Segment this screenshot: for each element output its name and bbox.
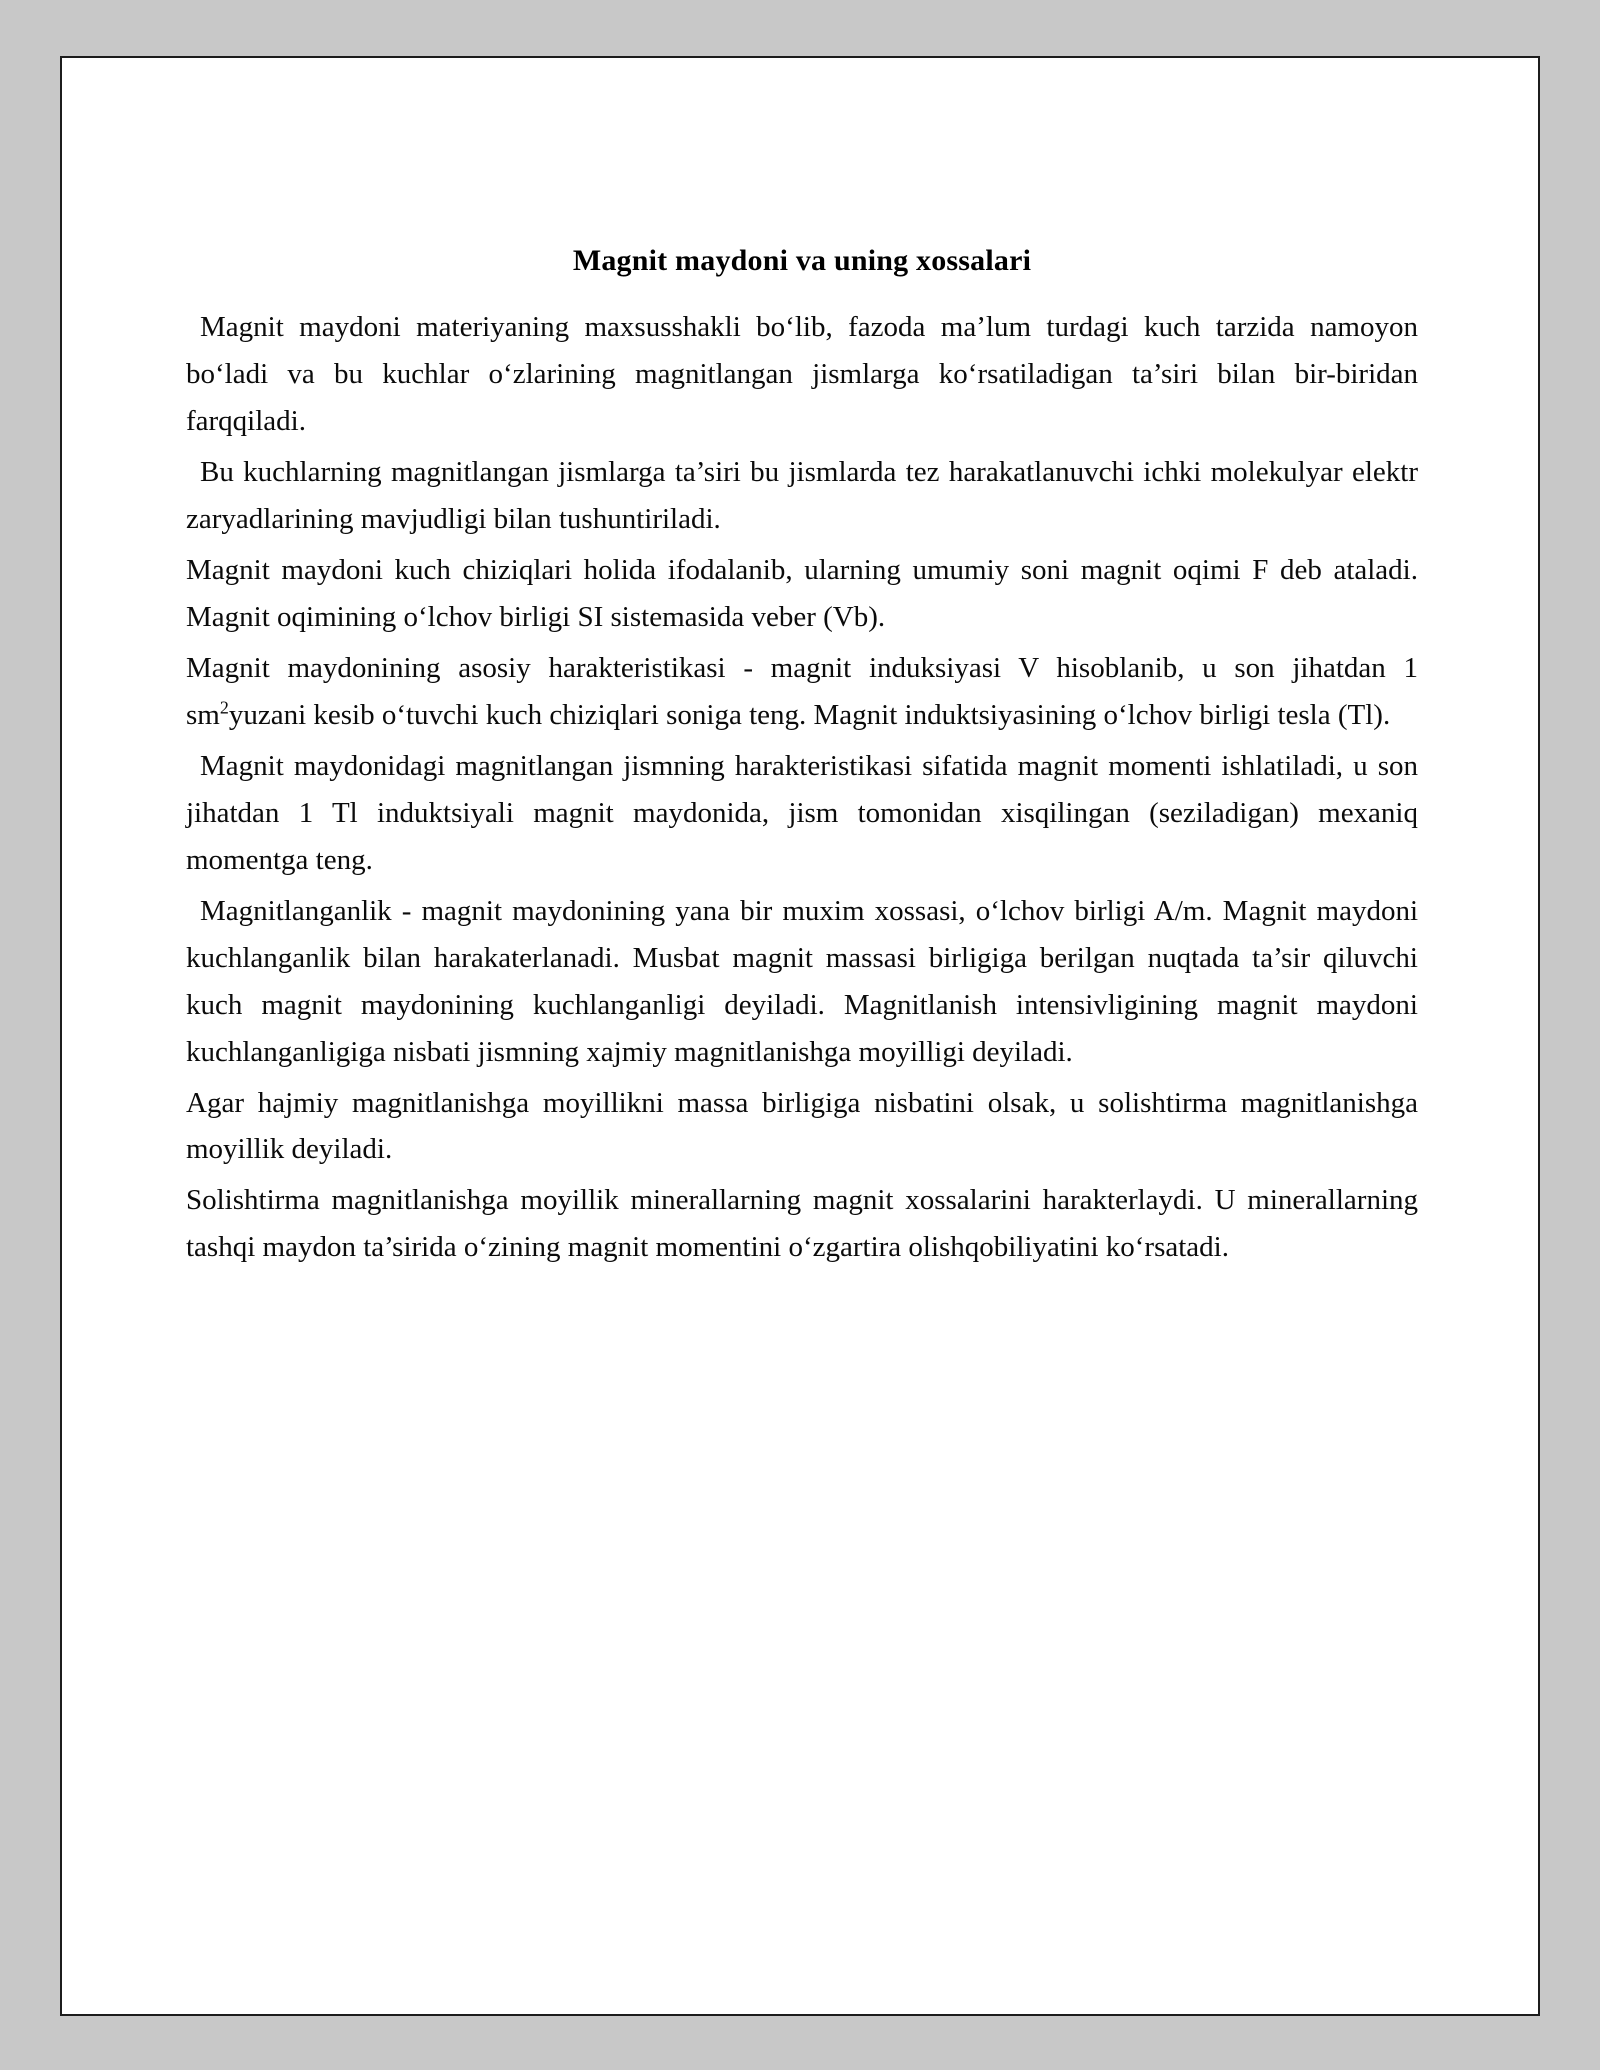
page-margin-right xyxy=(1540,0,1600,2070)
paragraph-4-text-before-superscript: Magnit maydonining asosiy harakteristikasi - magnit induksiyasi V hisoblanib, u son jihatdan 1 sm xyxy=(186,651,1418,731)
paragraph-6: Magnitlanganlik - magnit maydonining yana bir muxim xossasi, o‘lchov birligi A/m. Magnit maydoni kuchlanganlik bilan harakaterlanadi. Musbat magnit massasi birligiga berilgan nuqtada ta’sir qiluvchi kuch magnit maydonining kuchlanganligi deyiladi. Magnitlanish intensivligining magnit maydoni kuchlanganligiga nisbati jismning xajmiy magnitlanishga moyilligi deyiladi. xyxy=(186,894,1418,1068)
paragraph-1: Magnit maydoni materiyaning maxsusshakli bo‘lib, fazoda ma’lum turdagi kuch tarzida namoyon bo‘ladi va bu kuchlar o‘zlarining magnitlangan jismlarga ko‘rsatiladigan ta’siri bilan bir-biridan farqqiladi. xyxy=(186,311,1418,437)
page-title: Magnit maydoni va uning xossalari xyxy=(572,244,1032,277)
paragraph-4 xyxy=(186,645,1418,739)
paragraph-4-text-after-superscript: yuzani kesib o‘tuvchi kuch chiziqlari soniga teng. Magnit induktsiyasining o‘lchov birligi tesla (Tl). xyxy=(228,698,1391,731)
page-border-frame xyxy=(60,56,1540,2016)
paragraph-5: Magnit maydonidagi magnitlangan jismning harakteristikasi sifatida magnit momenti ishlatiladi, u son jihatdan 1 Tl induktsiyali magnit maydonida, jism tomonidan xisqilingan (seziladigan) mexaniq momentga teng. xyxy=(186,749,1418,876)
paragraph-3: Magnit maydoni kuch chiziqlari holida ifodalanib, ularning umumiy soni magnit oqimi F deb ataladi. Magnit oqimining o‘lchov birligi SI sistemasida veber (Vb). xyxy=(186,553,1418,633)
superscript-exponent: 2 xyxy=(219,697,229,718)
paragraph-7: Agar hajmiy magnitlanishga moyillikni massa birligiga nisbatini olsak, u solishtirma magnitlanishga moyillik deyiladi. xyxy=(186,1086,1418,1166)
page-margin-bottom xyxy=(0,2016,1600,2070)
paragraph-2: Bu kuchlarning magnitlangan jismlarga ta’siri bu jismlarda tez harakatlanuvchi ichki molekulyar elektr zaryadlarining mavjudligi bilan tushuntiriladi. xyxy=(186,455,1418,535)
document-body xyxy=(186,244,1418,1275)
page-margin-left xyxy=(0,0,60,2070)
paragraph-8: Solishtirma magnitlanishga moyillik minerallarning magnit xossalarini harakterlaydi. U minerallarning tashqi maydon ta’sirida o‘zining magnit momentini o‘zgartira olishqobiliyatini ko‘rsatadi. xyxy=(186,1184,1418,1264)
page-margin-top xyxy=(0,0,1600,56)
